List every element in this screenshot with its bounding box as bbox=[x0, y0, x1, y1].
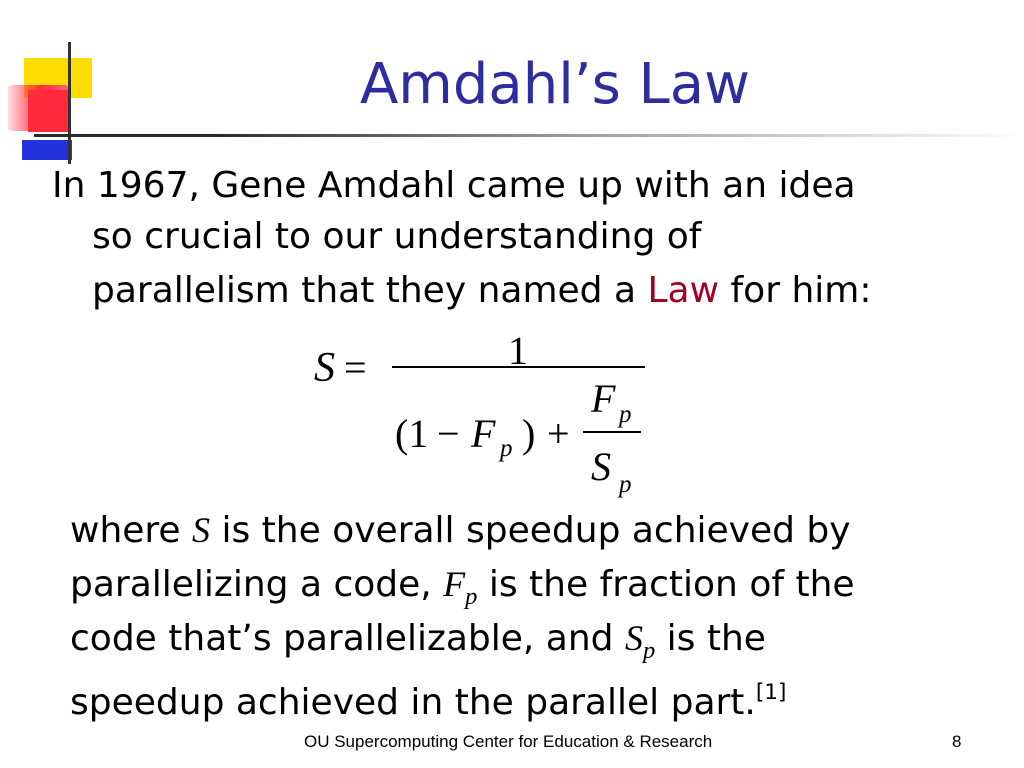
explanation-line-3-after: is the bbox=[666, 618, 766, 659]
explanation-line-1 bbox=[70, 502, 851, 559]
formula-equals: = bbox=[344, 345, 367, 390]
page-number: 8 bbox=[952, 732, 962, 751]
intro-line-3-before: parallelism that they named a bbox=[92, 270, 637, 311]
law-highlight: Law bbox=[647, 270, 720, 311]
formula-paren-close: ) bbox=[522, 411, 536, 456]
citation-link[interactable]: [1] bbox=[755, 680, 787, 705]
intro-line-3-after: for him: bbox=[730, 270, 872, 311]
formula-paren-open: (1 bbox=[395, 411, 429, 456]
formula-inner-num-base: F bbox=[591, 376, 616, 421]
explanation-line-2-before: parallelizing a code, bbox=[70, 564, 432, 605]
explanation-line-1-after: is the overall speedup achieved by bbox=[221, 510, 851, 551]
formula-plus: + bbox=[547, 411, 570, 456]
explanation-line-2-after: is the fraction of the bbox=[488, 564, 855, 605]
formula-lhs-s: S bbox=[314, 345, 335, 391]
var-sp-sub: p bbox=[642, 636, 656, 664]
var-fp-sub: p bbox=[465, 582, 478, 610]
var-s: S bbox=[192, 510, 211, 550]
explanation-line-4-text: speedup achieved in the parallel part. bbox=[70, 682, 756, 724]
intro-line-2: so crucial to our understanding of bbox=[92, 216, 702, 257]
slide-title: Amdahl’s Law bbox=[360, 52, 750, 117]
var-fp-base: F bbox=[443, 564, 466, 604]
explanation-line-4 bbox=[70, 664, 786, 731]
formula-minus: − bbox=[437, 411, 460, 456]
var-sp-base: S bbox=[624, 618, 643, 658]
formula-fp-base: F bbox=[471, 411, 496, 456]
title-underline bbox=[34, 134, 1024, 137]
logo-vertical-line bbox=[68, 42, 71, 164]
explanation-line-1-before: where bbox=[70, 510, 181, 551]
intro-line-1: In 1967, Gene Amdahl came up with an idea bbox=[52, 165, 856, 206]
formula-inner-den-sub: p bbox=[619, 471, 632, 498]
slide-footer: OU Supercomputing Center for Education & Research bbox=[304, 732, 713, 751]
formula-numerator: 1 bbox=[508, 328, 528, 373]
formula-inner-num-sub: p bbox=[619, 401, 632, 428]
formula-inner-den-base: S bbox=[591, 444, 611, 489]
formula-fp-sub: p bbox=[500, 435, 513, 462]
logo-red-square bbox=[28, 90, 68, 132]
explanation-line-3-before: code that’s parallelizable, and bbox=[70, 618, 614, 659]
intro-line-3 bbox=[92, 262, 871, 319]
var-sp bbox=[624, 618, 656, 664]
var-fp bbox=[443, 564, 478, 610]
